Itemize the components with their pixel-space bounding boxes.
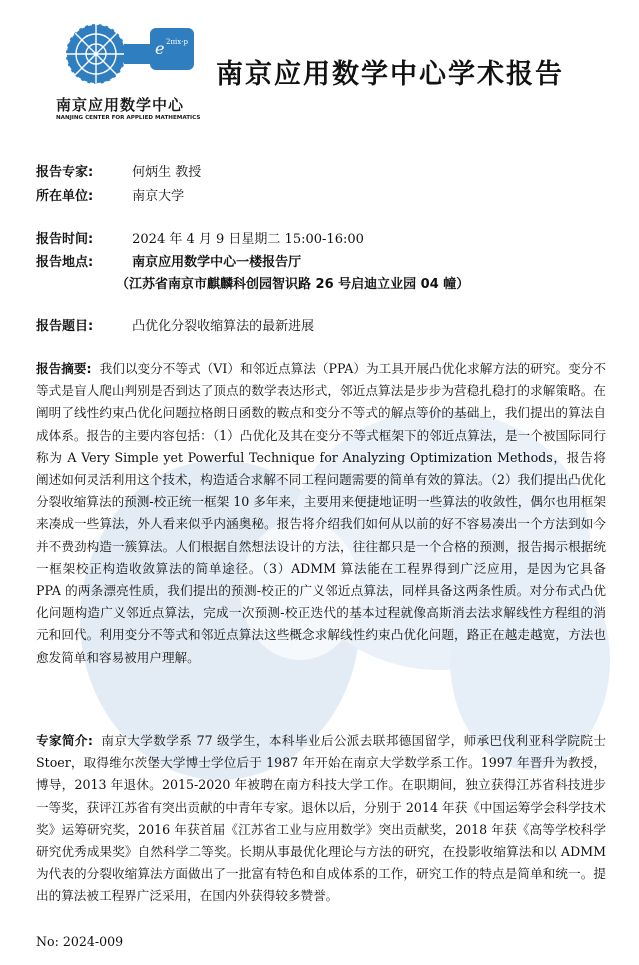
logo-english-name: NANJING CENTER FOR APPLIED MATHEMATICS (56, 115, 201, 121)
topic-row (36, 318, 314, 336)
time-row (36, 231, 364, 249)
page-title: 南京应用数学中心学术报告 (216, 59, 564, 90)
time-label: 报告时间: (36, 232, 94, 247)
speaker-row (36, 164, 201, 182)
abstract-label: 报告摘要: (36, 361, 92, 376)
place-detail-value: （江苏省南京市麒麟科创园智识路 26 号启迪立业园 04 幢） (116, 277, 470, 292)
bio-paragraph (36, 730, 606, 908)
bio-text: 南京大学数学系 77 级学生，本科毕业后公派去联邦德国留学，师承巴伐利亚科学院院士 Stoer，取得维尔茨堡大学博士学位后于 1987 年开始在南京大学数学系工作。1997 年晋升为教授，博导，2013 年退休。2015-2020 年被聘在南方科技大学工作。在职期间，独立获得江苏省科技进步一等奖，获评江苏省有突出贡献的中青年专家。退休以后，分别于 2014 年获《中国运筹学会科学技术奖》运筹研究奖，2016 年获首届《江苏省工业与应用数学》突出贡献奖，2018 年获《高等学校科学研究优秀成果奖》自然科学二等奖。长期从事最优化理论与方法的研究，在投影收缩算法和以 ADMM 为代表的分裂收缩算法方面做出了一批富有特色和自成体系的工作，研究工作的特点是简单和统一。提出的算法被工程界广泛采用，在国内外获得较多赞誉。 (36, 733, 606, 904)
speaker-label: 报告专家: (36, 165, 94, 180)
place-label: 报告地点: (36, 255, 94, 270)
svg-text:e: e (155, 39, 165, 58)
abstract-paragraph (36, 358, 606, 669)
affiliation-value: 南京大学 (132, 189, 185, 204)
time-value: 2024 年 4 月 9 日星期二 15:00-16:00 (132, 232, 364, 247)
speaker-value: 何炳生 教授 (132, 165, 202, 180)
svg-text:2πix·p: 2πix·p (166, 38, 188, 46)
document-number: No: 2024-009 (36, 934, 124, 949)
place-value: 南京应用数学中心一楼报告厅 (132, 255, 302, 270)
topic-label: 报告题目: (36, 319, 94, 334)
topic-value: 凸优化分裂收缩算法的最新进展 (132, 319, 315, 334)
bio-label: 专家简介: (36, 733, 93, 748)
affiliation-label: 所在单位: (36, 189, 94, 204)
affiliation-row (36, 188, 184, 206)
abstract-text: 我们以变分不等式（VI）和邻近点算法（PPA）为工具开展凸优化求解方法的研究。变分不等式是盲人爬山判别是否到达了顶点的数学表达形式，邻近点算法是步步为营稳扎稳打的求解策略。在阐明了线性约束凸优化问题拉格朗日函数的鞍点和变分不等式的解点等价的基础上，我们提出的算法自成体系。报告的主要内容包括：（1）凸优化及其在变分不等式框架下的邻近点算法，是一个被国际同行称为 A Very Simple yet Powerful Technique for Analyzing Optimization Methods，报告将阐述如何灵活利用这个技术，构造适合求解不同工程问题需要的简单有效的算法。（2）我们提出凸优化分裂收缩算法的预测-校正统一框架 10 多年来，主要用来便捷地证明一些算法的收敛性，偶尔也用框架来凑成一些算法，外人看来似乎内涵奥秘。报告将介绍我们如何从以前的好不容易凑出一个方法到如今并不费劲构造一簇算法。人们根据自然想法设计的方法，往往都只是一个合格的预测，报告揭示根据统一框架校正构造收敛算法的简单途径。（3）ADMM 算法能在工程界得到广泛应用，是因为它具备 PPA 的两条漂亮性质，我们提出的预测-校正的广义邻近点算法，同样具备这两条性质。对分布式凸优化问题构造广义邻近点算法，完成一次预测-校正迭代的基本过程就像高斯消去法求解线性方程组的消元和回代。利用变分不等式和邻近点算法这些概念求解线性约束凸优化问题，路正在越走越宽，方法也愈发简单和容易被用户理解。 (36, 361, 606, 665)
logo-chinese-name: 南京应用数学中心 (56, 96, 185, 114)
place-detail (116, 276, 469, 294)
place-row (36, 254, 301, 272)
